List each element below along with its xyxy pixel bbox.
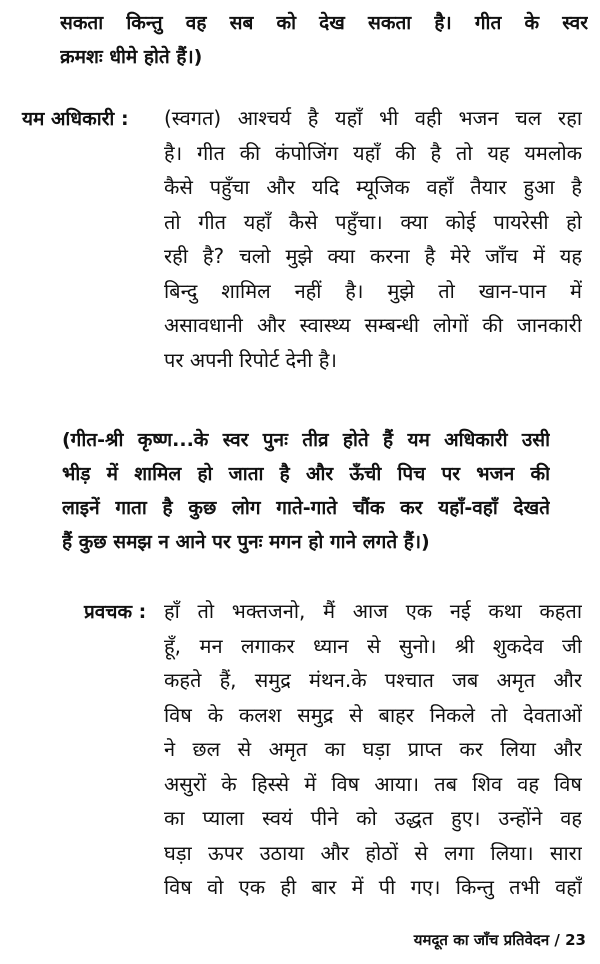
stage-line: हैं कुछ समझ न आने पर पुनः मगन हो गाने लगते हैं।) [62, 531, 430, 553]
stage-direction [62, 423, 550, 559]
page-footer: यमदूत का जाँच प्रतिवेदन / 23 [413, 931, 586, 949]
speech-pravachak [164, 594, 582, 905]
speech-line: का प्याला स्वयं पीने को उद्धत हुए। उन्होंने वह [164, 806, 582, 830]
speech-line: कहते हैं, समुद्र मंथन.के पश्चात जब अमृत और [164, 668, 582, 692]
speech-line: विष वो एक ही बार में पी गए। किन्तु तभी वहाँ [164, 875, 582, 899]
stage-line: भीड़ में शामिल हो जाता है और ऊँची पिच पर भजन की [62, 463, 550, 485]
stage-line: (गीत-श्री कृष्ण...के स्वर पुनः तीव्र होते हैं यम अधिकारी उसी [62, 429, 550, 451]
speech-line: (स्वगत) आश्चर्य है यहाँ भी वही भजन चल रहा [164, 106, 582, 130]
speech-line: असुरों के हिस्से में विष आया। तब शिव वह विष [164, 771, 582, 796]
speaker-label: प्रवचक : [84, 601, 147, 623]
speech-line: तो गीत यहाँ कैसे पहुँचा। क्या कोई पायरेसी हो [164, 209, 582, 234]
stage-line: क्रमशः धीमे होते हैं।) [60, 46, 203, 68]
speech-line: हूँ, मन लगाकर ध्यान से सुनो। श्री शुकदेव जी [164, 633, 582, 658]
speech-line: है। गीत की कंपोजिंग यहाँ की है तो यह यमलोक [164, 140, 582, 165]
speech-yam-adhikari [164, 101, 582, 377]
speech-line: असावधानी और स्वास्थ्य सम्बन्धी लोगों की जानकारी [164, 313, 582, 337]
stage-line: सकता किन्तु वह सब को देख सकता है। गीत के स्वर [60, 12, 588, 34]
speech-line: विष के कलश समुद्र से बाहर निकले तो देवताओं [164, 702, 582, 727]
stage-line: लाइनें गाता है कुछ लोग गाते-गाते चौंक कर यहाँ-वहाँ देखते [62, 497, 550, 519]
stage-direction-top [60, 6, 588, 74]
speech-line: घड़ा ऊपर उठाया और होठों से लगा लिया। सारा [164, 840, 582, 865]
speech-line: कैसे पहुँचा और यदि म्यूजिक वहाँ तैयार हुआ है [164, 175, 582, 199]
speech-line: ने छल से अमृत का घड़ा प्राप्त कर लिया और [164, 737, 582, 761]
speaker-label: यम अधिकारी : [22, 108, 129, 130]
speech-line: पर अपनी रिपोर्ट देनी है। [164, 347, 337, 372]
speech-line: बिन्दु शामिल नहीं है। मुझे तो खान-पान में [164, 278, 582, 303]
speech-line: हाँ तो भक्तजनो, मैं आज एक नई कथा कहता [164, 599, 582, 623]
speech-line: रही है? चलो मुझे क्या करना है मेरे जाँच में यह [164, 244, 582, 268]
